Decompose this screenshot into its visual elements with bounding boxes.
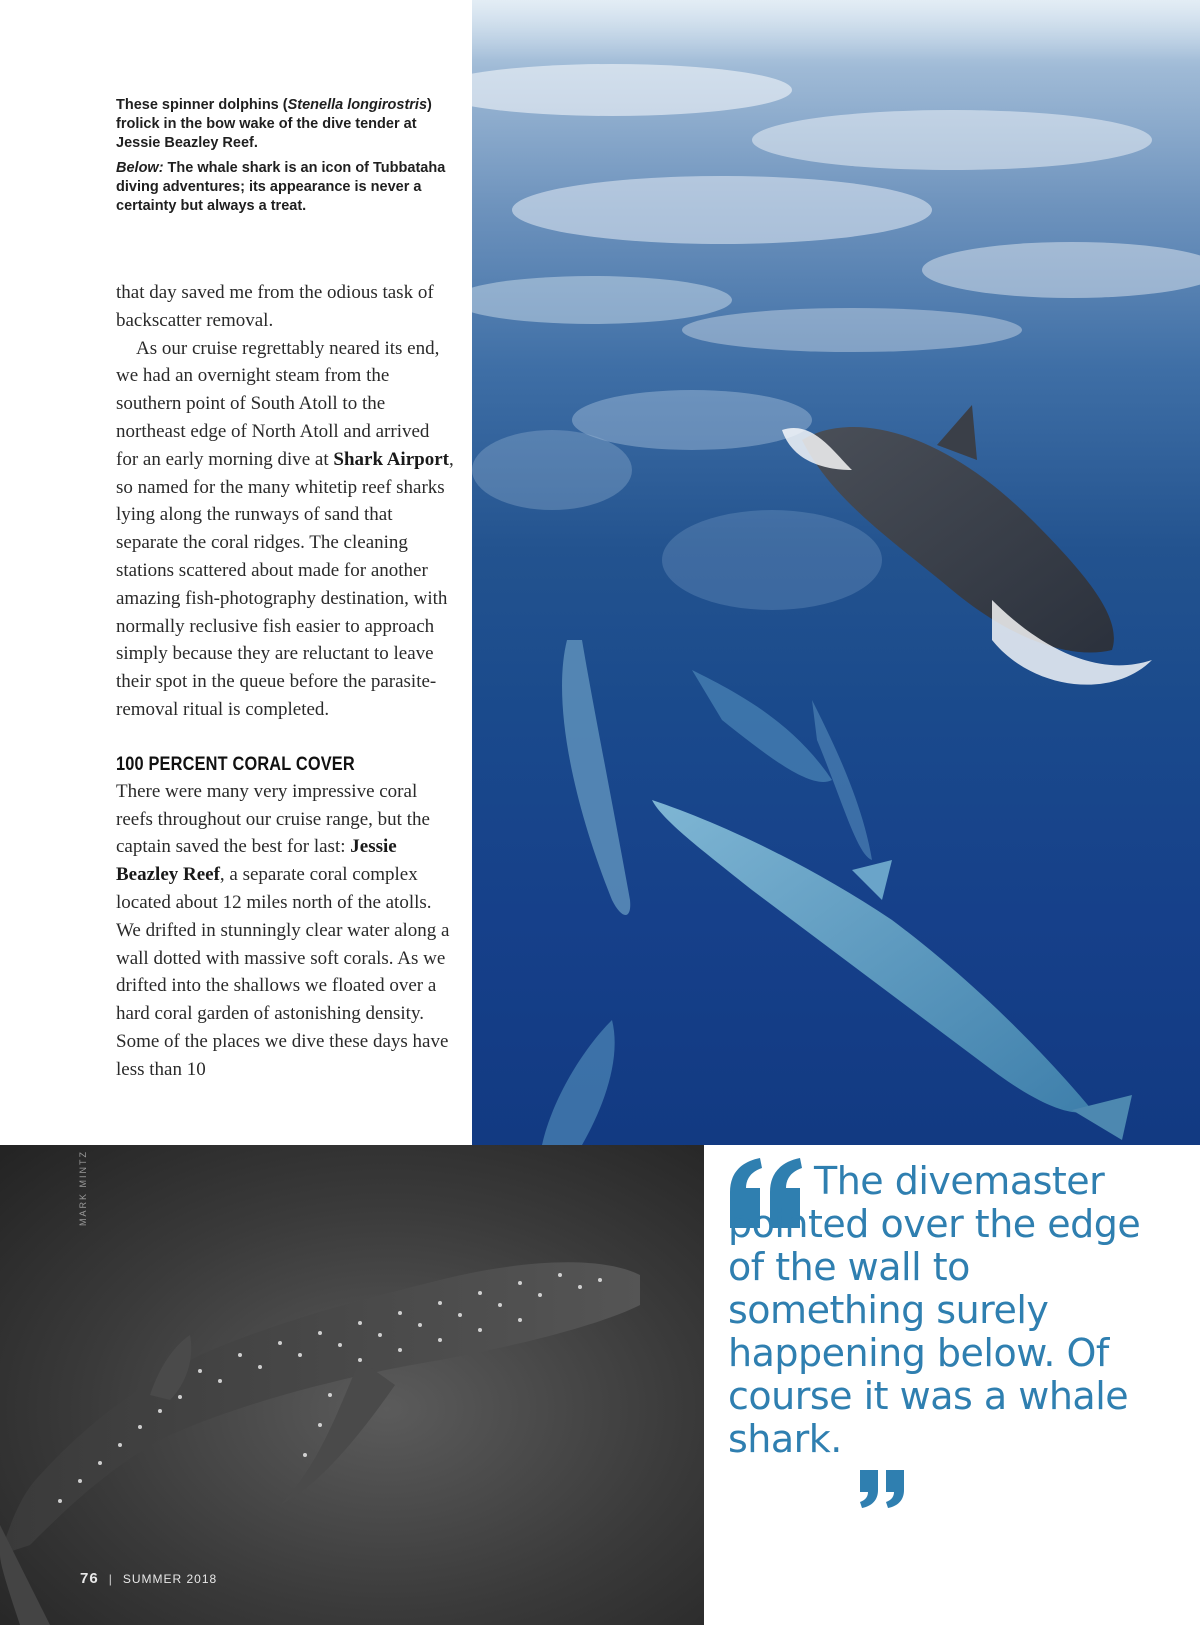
page-number: 76 <box>80 1570 99 1587</box>
caption-whale-shark: Below: The whale shark is an icon of Tubbataha diving adventures; its appearance is never a certainty but always a treat. <box>116 160 446 214</box>
page-footer <box>80 1570 217 1587</box>
article-paragraph: that day saved me from the odious task of backscatter removal. <box>116 282 434 331</box>
article-paragraph: As our cruise regrettably neared its end, we had an overnight steam from the southern point of South Atoll to the northeast edge of North Atoll and arrived for an early morning dive at Shark Airport, so named for the many whitetip reef sharks lying along the runways of sand that separate the coral ridges. The cleaning stations scattered about made for another amazing fish-photography destination, with normally reclusive fish easier to approach simply because they are reluctant to leave their spot in the queue before the parasite-removal ritual is completed. <box>116 337 454 720</box>
photo-caption <box>116 96 446 222</box>
whale-shark-illustration <box>0 1145 704 1625</box>
footer-separator: | <box>108 1572 113 1586</box>
article-body <box>116 279 456 1084</box>
whale-shark-photo <box>0 1145 704 1625</box>
close-quote-icon <box>858 1470 908 1508</box>
caption-below-label: Below: <box>116 160 164 176</box>
section-heading: 100 PERCENT CORAL COVER <box>116 753 355 775</box>
article-paragraph: There were many very impressive coral reefs throughout our cruise range, but the captain saved the best for last: Jessie Beazley Reef, a separate coral complex located about 12 miles north of the atolls. We drifted in stunningly clear water along a wall dotted with massive soft corals. As we drifted into the shallows we floated over a hard coral garden of astonishing density. Some of the places we dive these days have less than 10 <box>116 780 450 1080</box>
issue-label: SUMMER 2018 <box>122 1572 218 1586</box>
caption-dolphins: These spinner dolphins (Stenella longirostris) frolick in the bow wake of the dive tender at Jessie Beazley Reef. <box>116 97 432 151</box>
caption-species: Stenella longirostris <box>287 97 428 113</box>
place-name-jessie-beazley-reef: Jessie Beazley Reef <box>116 836 397 886</box>
spinner-dolphins-photo <box>472 0 1200 1145</box>
photo-credit: MARK MINTZ <box>78 1150 88 1226</box>
place-name-shark-airport: Shark Airport <box>333 448 449 470</box>
dolphins-illustration <box>472 0 1200 1145</box>
pull-quote-text: The divemaster pointed over the edge of the wall to something surely happening below. Of course it was a whale shark. <box>728 1159 1141 1461</box>
